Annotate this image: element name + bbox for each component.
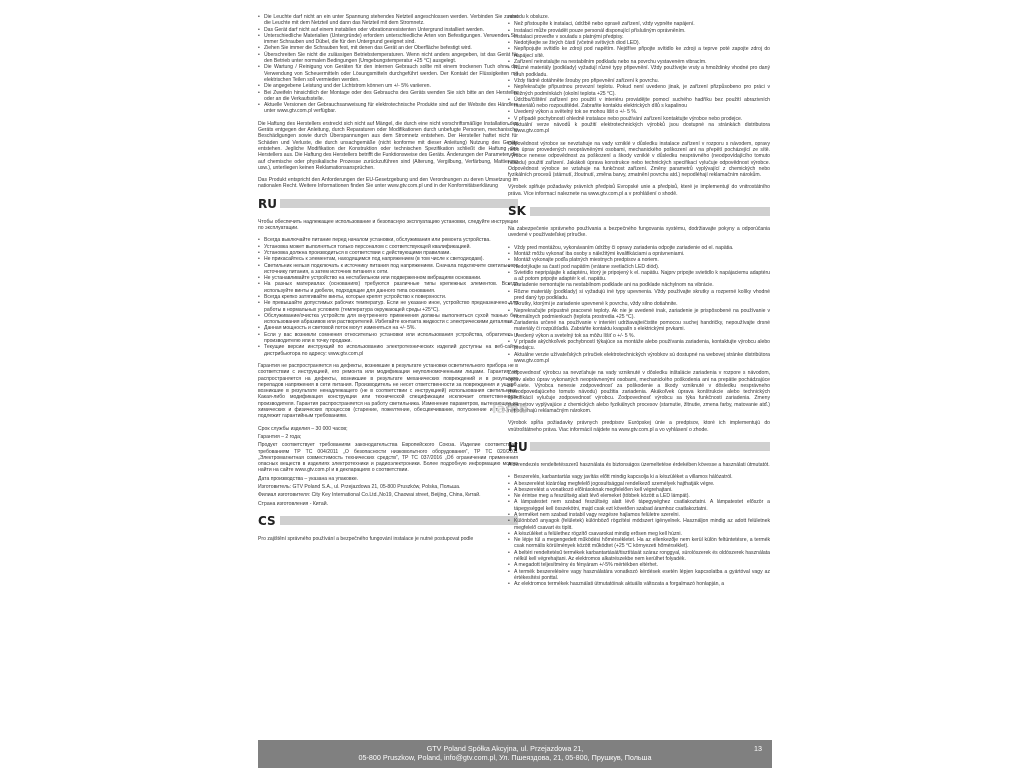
language-code: SK — [508, 203, 526, 218]
list-item: • A beszerelést kizárólag megfelelő jogosultsággal rendelkező személyek hajthatják végre. — [514, 481, 770, 487]
list-item: • Всегда крепко затягивайте винты, которые крепят устройство к поверхности. — [264, 294, 518, 300]
list-item: • Zariadenia určené na používanie v interiéri udržiavajte/čistite pomocou suchej handričky, nepoužívajte drsné materiály či rozpúšťadlá. Zabráňte kontaktu kvapalín s elektrickými prvkami. — [514, 320, 770, 333]
ru-detail-line: Страна изготовления - Китай. — [258, 500, 329, 507]
list-item: • Aktuální verze návodů k použití elektrotechnických výrobků jsou dostupné na stránkách distributora www.gtv.com.pl — [514, 122, 770, 135]
ru-detail-line: Филиал изготовителя: City Key International Co.Ltd.,No19, Chaowai street, Beijing, China, Китай. — [258, 492, 481, 499]
list-item: • A megadott teljesítmény és fényáram +/-5% mértékben eltérhet. — [514, 562, 770, 568]
footer-line: GTV Poland Spółka Akcyjna, ul. Przejazdowa 21, — [426, 744, 584, 753]
list-item: • V případě pochybností ohledně instalace nebo používání zařízení kontaktujte výrobce nebo prodejce. — [514, 116, 770, 122]
list-item: • A termék beszerelésére vagy használatára vonatkozó kérdések esetén lépjen kapcsolatba a gyártóval vagy az értékesítési ponttal. — [514, 569, 770, 582]
header-bar — [280, 199, 518, 208]
ru-detail-line: Дата производства – указана на упаковке. — [258, 475, 359, 482]
list-item: • Zariadenie nemontujte na nestabilnom podklade ani na podklade náchylnom na vibrácie. — [514, 282, 770, 288]
list-item: • Ne érintse meg a feszültség alatt lévő elemeket (többek között a LED lámpát). — [514, 493, 770, 499]
list-item: • Instalaci může provádět pouze personál disponující příslušným oprávněním. — [514, 28, 770, 34]
list-item: • Uvedený výkon a svetelný tok sa môžu líšiť o +/- 5 %. — [514, 333, 770, 339]
page-number: 13 — [754, 744, 762, 753]
list-item: • Zařízení neinstalujte na nestabilním podkladu nebo na povrchu vystaveném vibracím. — [514, 59, 770, 65]
hu-intro: A berendezés rendeltetésszerű használata és biztonságos üzemeltetése érdekében kövesse a használati útmutatót. — [508, 461, 770, 468]
ru-details — [258, 426, 518, 507]
ru-intro: Чтобы обеспечить надлежащее использование и безопасную эксплуатацию установки, следуйте инструкции по эксплуатации. — [258, 218, 518, 232]
list-item: • Всегда выключайте питание перед началом установки, обслуживания или ремонта устройства. — [264, 237, 518, 243]
list-item: • Nepřipojujte svítidlo ke zdroji pod napětím. Nejdříve připojte svítidlo ke zdroji a teprve poté zapojte zdroj do napájecí sítě. — [514, 46, 770, 59]
ru-detail-line: Продукт соответствует требованиям законодательства Европейского Союза. Изделие соответствует требованиям ТР ТС 004/2011 „О безопасности низковольтного оборудования”, ТР ТС 020/2011 „Электромагнитная совместимость технических средств”, ТР ТС 037/2016 „Об ограничении применения опасных веществ в изделиях электротехники и радиоэлектроники. Более подробную информацию можно найти на сайте www.gtv.com.pl и в декларациях о соответствии. — [258, 442, 518, 474]
list-item: • Светильник нельзя подключать к источнику питания под напряжением. Сначала подключите светильник к источнику питания, а затем источник питания к сети. — [264, 263, 518, 276]
list-item: • Montáž vykonajte podľa platných miestnych predpisov a noriem. — [514, 257, 770, 263]
list-item: • Neprekračujte prípustné pracovné teploty. Ak nie je uvedené inak, zariadenie je prispôsobené na používanie v normálnych podmienkach (teplota prostredia +25 °C). — [514, 308, 770, 321]
ru-bullet-list — [258, 237, 518, 357]
list-item: • A beltéri rendeltetésű termékek karbantartását/tisztítását száraz ronggyal, súrolószerek és oldószerek használata nélkül kell végrehajtani. Az elektromos alkatrészekbe nem kerülhet folyadék. — [514, 550, 770, 563]
list-item: • Не устанавливайте устройство на нестабильном или подверженном вибрациям основании. — [264, 275, 518, 281]
list-item: • Aktuálne verzie užívateľských príručiek elektrotechnických výrobkov sú dostupné na webovej stránke distribútora www.gtv.com.pl — [514, 352, 770, 365]
list-item: • Skrutky, ktorými je zariadenie upevnené k povrchu, vždy silno dotiahnite. — [514, 301, 770, 307]
sk-conformity-paragraph: Výrobok spĺňa požiadavky právnych predpisov Európskej únie a predpisov, ktoré ich implementujú do vnútroštátneho práva. Viac informácií nájdete na www.gtv.com.pl a vo vyhlásení o zhode. — [508, 420, 770, 433]
sk-liability-paragraph: Zodpovednosť výrobcu sa nevzťahuje na vady vzniknuté v dôsledku inštalácie zariadenia v rozpore s návodom, opráv alebo úprav vykonaných neoprávnenými osobami, mechanického poškodenia ani na prepätie pochádzajúce zo siete. Výrobca nenesie zodpovednosť za poškodenie a škody vzniknuté v dôsledku nesprávneho (nezodpovedajúceho tomuto návodu) použitia zariadenia. Akákoľvek úprava konštrukcie alebo technických špecifikácií vylučuje zodpovednosť výrobcu. Zodpovednosť výrobcu sa týka funkčnosti zariadenia. Zmeny parametrov vyplývajúce z chemických alebo fyzikálnych procesov (starnutie, žltnutie, zmena farby, matovanie atď.) nepodliehajú reklamačným nárokom. — [508, 370, 770, 415]
list-item: • На разных материалах (основаниях) требуются различные типы крепежных элементов. Всегда используйте винты и дюбели, подходящие для данного типа основания. — [264, 281, 518, 294]
list-item: • Установка может выполняться только персоналом с соответствующей квалификацией. — [264, 244, 518, 250]
list-item: • Текущие версии инструкций по использованию электротехнических изделий доступны на веб-сайте дистрибьютора по адресу: www.gtv.com.pl — [264, 344, 518, 357]
de-liability-paragraph: Die Haftung des Herstellers erstreckt sich nicht auf Mängel, die durch eine nicht vorschriftsmäßige Installation des Geräts entgegen der Anleitung, durch Reparaturen oder Modifikationen durch unbefugte Personen, mechanische Beschädigungen sowie durch Überspannungen aus dem Stromnetz entstehen. Der Hersteller haftet nicht für Schäden und Verluste, die durch unsachgemäße (nicht konforme mit dieser Anleitung) Nutzung des Geräts entstehen. Jegliche Modifikation der Konstruktion oder technischen Spezifikation schließt die Haftung des Herstellers aus. Die Haftung des Herstellers betrifft die Funktionsweise des Geräts. Änderungen der Parameter, die auf chemische oder physikalische Prozesse zurückzuführen sind (Alterung, Vergilbung, Verfärbung, Mattierung usw.), unterliegen keinen Reklamationsansprüchen. — [258, 120, 518, 171]
list-item: • Не прикасайтесь к элементам, находящимся под напряжением (в том числе к светодиодам). — [264, 256, 518, 262]
language-code: HU — [508, 439, 528, 454]
list-item: • Než přistoupíte k instalaci, údržbě nebo opravě zařízení, vždy vypněte napájení. — [514, 21, 770, 27]
list-item: • Если у вас возникли сомнения относительно установки или использования устройства, обратитесь к производителю или в точку продажи. — [264, 332, 518, 345]
header-bar — [530, 442, 770, 451]
list-item: • Svietidlo nepripájajte k adaptéru, ktorý je pripojený k el. napätiu. Najprv pripojte svietidlo k napájaciemu adaptéru a až potom pripojte adaptér k el. napätiu. — [514, 270, 770, 283]
ru-section — [258, 237, 518, 357]
de-section — [258, 14, 518, 115]
list-item: • Montáž môžu vykonať iba osoby s náležitými kvalifikáciami a oprávneniami. — [514, 251, 770, 257]
cs-liability-paragraph: Odpovědnost výrobce se nevztahuje na vady vzniklé v důsledku instalace zařízení v rozporu s návodem, opravy nebo úprav provedených neoprávněnými osobami, mechanického poškození ani na přepětí pocházející ze sítě. Výrobce nenese odpovědnost za poškození a škody vzniklé v důsledku nesprávného (neodpovídajícího tomuto návodu) použití zařízení. Jakákoli úprava konstrukce nebo technických specifikací vylučuje odpovědnost výrobce. Odpovědnost výrobce se vztahuje na funkčnost zařízení. Změny parametrů vyplývající z chemických nebo fyzikálních procesů (stárnutí, žloutnutí, změna barvy, zmatnění povrchu atd.) nepodléhají reklamačním nárokům. — [508, 140, 770, 179]
list-item: • Aktuelle Versionen der Gebrauchsanweisung für elektrotechnische Produkte sind auf der Website des Händlers unter www.gtv.com.pl verfügbar. — [264, 102, 518, 115]
list-item: • Не превышайте допустимых рабочих температур. Если не указано иное, устройство предназначено для работы в нормальных условиях (температура окружающей среды +25°C). — [264, 300, 518, 313]
hu-section — [508, 474, 770, 587]
list-item: • Nedotýkejte se živých částí (včetně svítivých diod LED). — [514, 40, 770, 46]
header-bar — [280, 516, 518, 525]
language-code: CS — [258, 513, 276, 528]
list-item: • Különböző anyagok (felületek) különböző rögzítési módszert igényelnek. Használjon mindig az adott felületnek megfelelő csavart és tiplit. — [514, 518, 770, 531]
list-item: • Az elektromos termékek használati útmutatóinak aktuális változata a forgalmazó honlapján, a — [514, 581, 770, 587]
list-item: • Unterschiedliche Materialien (Untergründe) erfordern unterschiedliche Arten von Befestigungen. Verwenden Sie immer Schrauben und Dübel, die für den Untergrund geeignet sind. — [264, 33, 518, 46]
header-bar — [530, 207, 770, 216]
list-item: • Bei Zweifeln hinsichtlich der Montage oder des Gebrauchs des Geräts wenden Sie sich bitte an den Hersteller oder an die Verkaufsstelle. — [264, 90, 518, 103]
sk-intro: Na zabezpečenie správneho používania a bezpečného fungovania systému, dodržiavajte pokyny a odporúčania uvedené v používateľskej príručke. — [508, 226, 770, 239]
list-item: • Die Leuchte darf nicht an ein unter Spannung stehendes Netzteil angeschlossen werden. Verbinden Sie zuerst die Leuchte mit dem Netzteil und dann das Netzteil mit dem Stromnetz. — [264, 14, 518, 27]
list-item: • Rôzne materiály (podklady) si vyžadujú iné typy upevnenia. Vždy používajte skrutky a rozperné kolíky vhodné pred daný typ podkladu. — [514, 289, 770, 302]
list-item: • Různé materiály (podklady) vyžadují různé typy připevnění. Vždy používejte vruty a hmoždinky vhodné pro daný druh podkladu. — [514, 65, 770, 78]
sk-bullet-list — [508, 245, 770, 365]
cs-continued: návodu k obsluze. — [508, 14, 550, 20]
list-item: • Vždy řádně dotáhněte šrouby pro připevnění zařízení k povrchu. — [514, 78, 770, 84]
hu-bullet-list — [508, 474, 770, 587]
list-item: • Nedotýkajte sa častí pod napätím (vrátane svetlačích LED diód). — [514, 264, 770, 270]
watermark: lamb — [492, 402, 529, 417]
list-item: • Überschreiten Sie nicht die zulässigen Betriebstemperaturen. Wenn nicht anders angegeben, ist das Gerät für den Betrieb unter normalen Bedingungen (Umgebungstemperatur +25 °C) ausgelegt. — [264, 52, 518, 65]
right-column — [508, 14, 770, 594]
ru-detail-line: Изготовитель: GTV Poland S.A., ul. Przejazdowa 21, 05-800 Pruszków, Polska, Польша. — [258, 484, 461, 490]
list-item: • Die angegebene Leistung und der Lichtstrom können um +/- 5% variieren. — [264, 83, 518, 89]
de-bullet-list — [258, 14, 518, 115]
ru-warranty-paragraph: Гарантия не распространяется на дефекты, возникшие в результате установки осветительного прибора не в соответствии с инструкцией, его ремонта или модификации неуполномоченными лицами. Гарантия не распространяется на дефекты, возникшие в результате механических повреждений и в результате перепадов напряжения в сети питания. Производитель не несет ответственности за повреждения и ущерб, возникшие в результате ненадлежащего (не в соответствии с инструкцией) использования светильника. Какая-либо модификация конструкции или технической спецификации исключает ответственность производителя. Гарантия распространяется на работу светильника. Изменение параметров, вытекающее из химических и физических процессов (старение, пожелтение, обесцвечивание, потускнение и т. п.), не подлежит гарантийным требованиям. — [258, 362, 518, 420]
language-code: RU — [258, 196, 277, 211]
cs-conformity-paragraph: Výrobek splňuje požadavky právních předpisů Evropské unie a předpisů, které je implementují do vnitrostátního práva. Více informací naleznete na www.gtv.com.pl a v prohlášení o shodě. — [508, 184, 770, 197]
list-item: • Uvedený výkon a světelný tok se mohou lišit o +/- 5 %. — [514, 109, 770, 115]
section-header-hu — [508, 439, 770, 455]
list-item: • A beszerelést a vonatkozó előírásoknak megfelelően kell végrehajtani. — [514, 487, 770, 493]
cs-section — [508, 21, 770, 134]
ru-detail-line: Гарантия – 2 года; — [258, 433, 302, 440]
sk-section — [508, 245, 770, 365]
list-item: • Beszerelés, karbantartás vagy javítás előtt mindig kapcsolja ki a készüléket a villamos hálózatról. — [514, 474, 770, 480]
list-item: • Das Gerät darf nicht auf einem instabilen oder vibrationsresistenten Untergrund installiert werden. — [264, 27, 518, 33]
section-header-sk — [508, 203, 770, 219]
list-item: • Die Wartung / Reinigung von Geräten für den internen Gebrauch sollte mit einem trockenen Tuch ohne die Verwendung von Scheuermitteln oder Lösungsmitteln durchgeführt werden. Der Kontakt der Flüssigkeiten mit elektrischen Teilen soll vermieden werden. — [264, 64, 518, 83]
de-conformity-paragraph: Das Produkt entspricht den Anforderungen der EU-Gesetzgebung und den Verordnungen zu deren Umsetzung im nationalen Recht. Weitere Informationen finden Sie unter www.gtv.com.pl und in der Konformitätserklärung — [258, 177, 518, 190]
cs-intro: Pro zajištění správného používání a bezpečného fungování instalace je nutné postupovat podle — [258, 535, 474, 542]
cs-bullet-list — [508, 21, 770, 134]
list-item: • Ziehen Sie immer die Schrauben fest, mit denen das Gerät an der Oberfläche befestigt wird. — [264, 45, 518, 51]
list-item: • A készüléket a felülethez rögzítő csavarokat mindig erősen meg kell húzni. — [514, 531, 770, 537]
section-header-ru — [258, 196, 518, 212]
section-header-cs — [258, 513, 518, 529]
list-item: • Обслуживание/очистка устройств для внутреннего применения должны выполняться сухой тканью без использования абразивов или растворителей. Избегайте контакта жидкости с электрическими деталями. — [264, 313, 518, 326]
list-item: • Vždy pred montážou, vykonávaním údržby či opravy zariadenia odpojte zariadenie od el. napätia. — [514, 245, 770, 251]
list-item: • Nepřekračujte přípustnou provozní teplotu. Pokud není uvedeno jinak, je zařízení přizpůsobeno pro práci v běžných podmínkách (okolní teplota +25 °C). — [514, 84, 770, 97]
page-footer — [258, 740, 772, 768]
list-item: • A terméket nem szabad instabil vagy rezgésre hajlamos felületre szerelni. — [514, 512, 770, 518]
footer-line: 05-800 Pruszkow, Poland, info@gtv.com.pl, Ул. Пшеяздова, 21, 05-800, Прушкув, Польша — [358, 753, 652, 762]
list-item: • Instalaci proveďte v souladu s platnými předpisy. — [514, 34, 770, 40]
list-item: • Ne lépje túl a megengedett működési hőmérsékletet. Ha az ellenkezője nem kerül külön feltüntetésre, a termék csak normális körülmények között működtet (+25 °C környezeti hőmérséklet). — [514, 537, 770, 550]
list-item: • V prípade akýchkoľvek pochybností týkajúce sa montáže alebo používania zariadenia, kontaktujte výrobcu alebo predajcu. — [514, 339, 770, 352]
list-item: • Údržbu/čištění zařízení pro použití v interiéru provádějte pomocí suchého hadříku bez použití abrazivních materiálů nebo rozpouštědel. Zabraňte kontaktu elektrických dílů s kapalinou — [514, 97, 770, 110]
list-item: • A lámpatestet nem szabad feszültség alatt lévő tápegységhez csatlakoztatni. A lámpatestet először a tápegységgel kell összekötni, majd csak ezt követően szabad áramhoz csatlakoztatni. — [514, 499, 770, 512]
list-item: • Данная мощность и световой поток могут изменяться на +/- 5%. — [264, 325, 518, 331]
left-column — [258, 14, 518, 548]
list-item: • Установка должна производиться в соответствии с действующими правилами. — [264, 250, 518, 256]
ru-detail-line: Срок службы изделия – 30 000 часов; — [258, 425, 348, 432]
footer-address — [278, 744, 732, 762]
